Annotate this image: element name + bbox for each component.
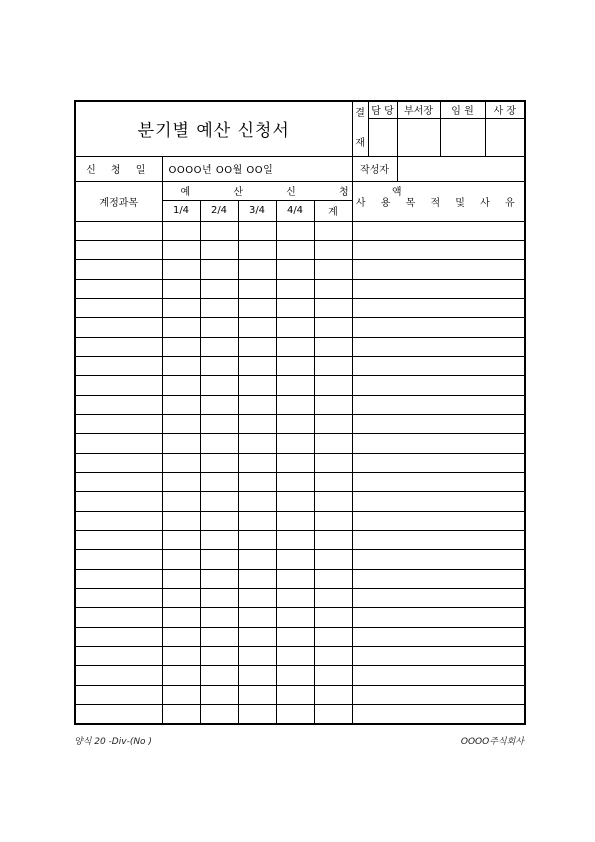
q2-cell[interactable] bbox=[200, 550, 238, 569]
account-cell[interactable] bbox=[75, 647, 162, 666]
q3-cell[interactable] bbox=[238, 705, 276, 724]
q3-cell[interactable] bbox=[238, 511, 276, 530]
q4-cell[interactable] bbox=[276, 337, 314, 356]
q3-cell[interactable] bbox=[238, 376, 276, 395]
q3-cell[interactable] bbox=[238, 434, 276, 453]
total-cell[interactable] bbox=[314, 298, 352, 317]
purpose-cell[interactable] bbox=[352, 472, 525, 491]
q2-cell[interactable] bbox=[200, 221, 238, 240]
q4-cell[interactable] bbox=[276, 492, 314, 511]
purpose-cell[interactable] bbox=[352, 279, 525, 298]
purpose-cell[interactable] bbox=[352, 627, 525, 646]
account-cell[interactable] bbox=[75, 705, 162, 724]
q1-cell[interactable] bbox=[162, 395, 200, 414]
q4-cell[interactable] bbox=[276, 240, 314, 259]
table-row bbox=[75, 318, 525, 337]
q4-cell[interactable] bbox=[276, 627, 314, 646]
q1-cell[interactable] bbox=[162, 434, 200, 453]
q1-cell[interactable] bbox=[162, 318, 200, 337]
approval-col-staff: 담 당 bbox=[368, 101, 397, 118]
approval-sign-dept-head[interactable] bbox=[397, 118, 440, 156]
q4-cell[interactable] bbox=[276, 356, 314, 375]
q3-cell[interactable] bbox=[238, 356, 276, 375]
purpose-cell[interactable] bbox=[352, 395, 525, 414]
author-value[interactable] bbox=[397, 156, 525, 181]
q4-cell[interactable] bbox=[276, 647, 314, 666]
table-row bbox=[75, 472, 525, 491]
q2-cell[interactable] bbox=[200, 705, 238, 724]
total-cell[interactable] bbox=[314, 589, 352, 608]
q3-cell[interactable] bbox=[238, 492, 276, 511]
purpose-cell[interactable] bbox=[352, 318, 525, 337]
account-cell[interactable] bbox=[75, 492, 162, 511]
table-row bbox=[75, 647, 525, 666]
company-name: OOOO주식회사 bbox=[460, 737, 524, 747]
account-cell[interactable] bbox=[75, 666, 162, 685]
q2-cell[interactable] bbox=[200, 608, 238, 627]
q1-cell[interactable] bbox=[162, 608, 200, 627]
table-row bbox=[75, 550, 525, 569]
form-number: 양식 20 -Div-(No ) bbox=[74, 737, 152, 747]
q2-cell[interactable] bbox=[200, 472, 238, 491]
q2-cell[interactable] bbox=[200, 298, 238, 317]
table-row bbox=[75, 260, 525, 279]
q2-cell[interactable] bbox=[200, 240, 238, 259]
q1-cell[interactable] bbox=[162, 666, 200, 685]
purpose-cell[interactable] bbox=[352, 337, 525, 356]
approval-sign-staff[interactable] bbox=[368, 118, 397, 156]
table-row bbox=[75, 414, 525, 433]
table-row bbox=[75, 627, 525, 646]
q1-cell[interactable] bbox=[162, 337, 200, 356]
total-cell[interactable] bbox=[314, 531, 352, 550]
table-row bbox=[75, 221, 525, 240]
q2-cell[interactable] bbox=[200, 531, 238, 550]
q3-cell[interactable] bbox=[238, 531, 276, 550]
q4-cell[interactable] bbox=[276, 298, 314, 317]
approval-sign-executive[interactable] bbox=[440, 118, 485, 156]
q3-cell[interactable] bbox=[238, 414, 276, 433]
total-cell[interactable] bbox=[314, 685, 352, 704]
purpose-cell[interactable] bbox=[352, 550, 525, 569]
q3-cell[interactable] bbox=[238, 395, 276, 414]
q1-cell[interactable] bbox=[162, 279, 200, 298]
q3-cell[interactable] bbox=[238, 298, 276, 317]
q2-cell[interactable] bbox=[200, 395, 238, 414]
purpose-cell[interactable] bbox=[352, 608, 525, 627]
total-cell[interactable] bbox=[314, 666, 352, 685]
total-cell[interactable] bbox=[314, 240, 352, 259]
total-cell[interactable] bbox=[314, 318, 352, 337]
table-row bbox=[75, 666, 525, 685]
total-cell[interactable] bbox=[314, 627, 352, 646]
purpose-cell[interactable] bbox=[352, 685, 525, 704]
purpose-cell[interactable] bbox=[352, 569, 525, 588]
approval-sign-president[interactable] bbox=[485, 118, 525, 156]
account-cell[interactable] bbox=[75, 337, 162, 356]
q2-cell[interactable] bbox=[200, 685, 238, 704]
total-cell[interactable] bbox=[314, 472, 352, 491]
table-row bbox=[75, 298, 525, 317]
q4-cell[interactable] bbox=[276, 589, 314, 608]
q3-cell[interactable] bbox=[238, 550, 276, 569]
total-cell[interactable] bbox=[314, 705, 352, 724]
q3-cell[interactable] bbox=[238, 608, 276, 627]
q1-cell[interactable] bbox=[162, 511, 200, 530]
purpose-cell[interactable] bbox=[352, 666, 525, 685]
q4-cell[interactable] bbox=[276, 318, 314, 337]
q4-cell[interactable] bbox=[276, 414, 314, 433]
account-cell[interactable] bbox=[75, 221, 162, 240]
account-cell[interactable] bbox=[75, 589, 162, 608]
q1-cell[interactable] bbox=[162, 705, 200, 724]
total-cell[interactable] bbox=[314, 260, 352, 279]
total-cell[interactable] bbox=[314, 608, 352, 627]
q4-cell[interactable] bbox=[276, 434, 314, 453]
account-cell[interactable] bbox=[75, 298, 162, 317]
q4-cell[interactable] bbox=[276, 376, 314, 395]
table-row bbox=[75, 608, 525, 627]
account-cell[interactable] bbox=[75, 608, 162, 627]
q1-cell[interactable] bbox=[162, 376, 200, 395]
q2-cell[interactable] bbox=[200, 647, 238, 666]
approval-label bbox=[352, 101, 368, 156]
purpose-cell[interactable] bbox=[352, 531, 525, 550]
total-cell[interactable] bbox=[314, 569, 352, 588]
q4-cell[interactable] bbox=[276, 511, 314, 530]
account-cell[interactable] bbox=[75, 376, 162, 395]
purpose-cell[interactable] bbox=[352, 453, 525, 472]
quarter-1-header: 1/4 bbox=[162, 200, 200, 221]
account-cell[interactable] bbox=[75, 472, 162, 491]
total-cell[interactable] bbox=[314, 337, 352, 356]
purpose-cell[interactable] bbox=[352, 356, 525, 375]
q1-cell[interactable] bbox=[162, 589, 200, 608]
account-cell[interactable] bbox=[75, 356, 162, 375]
approval-label-top: 결 bbox=[355, 107, 365, 119]
approval-col-dept-head: 부서장 bbox=[397, 101, 440, 118]
application-date-label: 신 청 일 bbox=[75, 156, 162, 181]
q3-cell[interactable] bbox=[238, 337, 276, 356]
account-cell[interactable] bbox=[75, 414, 162, 433]
q2-cell[interactable] bbox=[200, 260, 238, 279]
total-cell[interactable] bbox=[314, 356, 352, 375]
table-row bbox=[75, 685, 525, 704]
q4-cell[interactable] bbox=[276, 221, 314, 240]
account-cell[interactable] bbox=[75, 260, 162, 279]
account-cell[interactable] bbox=[75, 531, 162, 550]
total-cell[interactable] bbox=[314, 492, 352, 511]
q1-cell[interactable] bbox=[162, 569, 200, 588]
q2-cell[interactable] bbox=[200, 318, 238, 337]
table-row bbox=[75, 240, 525, 259]
table-row bbox=[75, 376, 525, 395]
q3-cell[interactable] bbox=[238, 627, 276, 646]
table-row bbox=[75, 589, 525, 608]
table-row bbox=[75, 356, 525, 375]
q4-cell[interactable] bbox=[276, 705, 314, 724]
total-header: 계 bbox=[314, 200, 352, 221]
q3-cell[interactable] bbox=[238, 453, 276, 472]
q1-cell[interactable] bbox=[162, 240, 200, 259]
purpose-cell[interactable] bbox=[352, 511, 525, 530]
q2-cell[interactable] bbox=[200, 569, 238, 588]
q1-cell[interactable] bbox=[162, 647, 200, 666]
author-label: 작성자 bbox=[352, 156, 397, 181]
total-cell[interactable] bbox=[314, 511, 352, 530]
table-row bbox=[75, 279, 525, 298]
q4-cell[interactable] bbox=[276, 453, 314, 472]
q1-cell[interactable] bbox=[162, 685, 200, 704]
purpose-cell[interactable] bbox=[352, 492, 525, 511]
q2-cell[interactable] bbox=[200, 453, 238, 472]
purpose-cell[interactable] bbox=[352, 260, 525, 279]
q3-cell[interactable] bbox=[238, 279, 276, 298]
q1-cell[interactable] bbox=[162, 492, 200, 511]
q1-cell[interactable] bbox=[162, 356, 200, 375]
total-cell[interactable] bbox=[314, 221, 352, 240]
q1-cell[interactable] bbox=[162, 531, 200, 550]
q4-cell[interactable] bbox=[276, 279, 314, 298]
approval-label-bottom: 재 bbox=[355, 137, 365, 149]
table-row bbox=[75, 531, 525, 550]
q3-cell[interactable] bbox=[238, 685, 276, 704]
purpose-cell[interactable] bbox=[352, 589, 525, 608]
total-cell[interactable] bbox=[314, 434, 352, 453]
table-row bbox=[75, 492, 525, 511]
purpose-cell[interactable] bbox=[352, 298, 525, 317]
total-cell[interactable] bbox=[314, 376, 352, 395]
form-table bbox=[74, 100, 526, 725]
q2-cell[interactable] bbox=[200, 589, 238, 608]
q1-cell[interactable] bbox=[162, 472, 200, 491]
q2-cell[interactable] bbox=[200, 511, 238, 530]
q3-cell[interactable] bbox=[238, 472, 276, 491]
total-cell[interactable] bbox=[314, 647, 352, 666]
table-row bbox=[75, 569, 525, 588]
q2-cell[interactable] bbox=[200, 414, 238, 433]
approval-col-executive: 임 원 bbox=[440, 101, 485, 118]
q3-cell[interactable] bbox=[238, 647, 276, 666]
account-cell[interactable] bbox=[75, 395, 162, 414]
account-header: 계정과목 bbox=[75, 181, 162, 221]
total-cell[interactable] bbox=[314, 550, 352, 569]
purpose-cell[interactable] bbox=[352, 240, 525, 259]
account-cell[interactable] bbox=[75, 453, 162, 472]
q4-cell[interactable] bbox=[276, 531, 314, 550]
purpose-cell[interactable] bbox=[352, 647, 525, 666]
q4-cell[interactable] bbox=[276, 395, 314, 414]
total-cell[interactable] bbox=[314, 453, 352, 472]
q4-cell[interactable] bbox=[276, 260, 314, 279]
total-cell[interactable] bbox=[314, 279, 352, 298]
purpose-cell[interactable] bbox=[352, 705, 525, 724]
q4-cell[interactable] bbox=[276, 608, 314, 627]
budget-request-form bbox=[74, 100, 524, 725]
account-cell[interactable] bbox=[75, 279, 162, 298]
q2-cell[interactable] bbox=[200, 627, 238, 646]
account-cell[interactable] bbox=[75, 685, 162, 704]
q1-cell[interactable] bbox=[162, 298, 200, 317]
q2-cell[interactable] bbox=[200, 434, 238, 453]
account-cell[interactable] bbox=[75, 511, 162, 530]
approval-col-president: 사 장 bbox=[485, 101, 525, 118]
table-row bbox=[75, 453, 525, 472]
q2-cell[interactable] bbox=[200, 376, 238, 395]
budget-header: 예 산 신 청 액 bbox=[162, 181, 352, 200]
q4-cell[interactable] bbox=[276, 472, 314, 491]
account-cell[interactable] bbox=[75, 434, 162, 453]
purpose-cell[interactable] bbox=[352, 414, 525, 433]
q2-cell[interactable] bbox=[200, 356, 238, 375]
q2-cell[interactable] bbox=[200, 666, 238, 685]
q2-cell[interactable] bbox=[200, 279, 238, 298]
q3-cell[interactable] bbox=[238, 240, 276, 259]
q2-cell[interactable] bbox=[200, 492, 238, 511]
q1-cell[interactable] bbox=[162, 221, 200, 240]
q3-cell[interactable] bbox=[238, 569, 276, 588]
q4-cell[interactable] bbox=[276, 666, 314, 685]
q3-cell[interactable] bbox=[238, 260, 276, 279]
q1-cell[interactable] bbox=[162, 260, 200, 279]
total-cell[interactable] bbox=[314, 414, 352, 433]
q3-cell[interactable] bbox=[238, 318, 276, 337]
purpose-cell[interactable] bbox=[352, 376, 525, 395]
table-row bbox=[75, 337, 525, 356]
account-cell[interactable] bbox=[75, 627, 162, 646]
q3-cell[interactable] bbox=[238, 221, 276, 240]
q3-cell[interactable] bbox=[238, 589, 276, 608]
account-cell[interactable] bbox=[75, 318, 162, 337]
table-row bbox=[75, 434, 525, 453]
q4-cell[interactable] bbox=[276, 550, 314, 569]
q4-cell[interactable] bbox=[276, 569, 314, 588]
purpose-header: 사 용 목 적 및 사 유 bbox=[352, 181, 525, 221]
q1-cell[interactable] bbox=[162, 414, 200, 433]
account-cell[interactable] bbox=[75, 240, 162, 259]
quarter-3-header: 3/4 bbox=[238, 200, 276, 221]
q3-cell[interactable] bbox=[238, 666, 276, 685]
table-row bbox=[75, 705, 525, 724]
form-title: 분기별 예산 신청서 bbox=[75, 101, 352, 156]
total-cell[interactable] bbox=[314, 395, 352, 414]
account-cell[interactable] bbox=[75, 550, 162, 569]
quarter-2-header: 2/4 bbox=[200, 200, 238, 221]
table-row bbox=[75, 395, 525, 414]
q2-cell[interactable] bbox=[200, 337, 238, 356]
purpose-cell[interactable] bbox=[352, 434, 525, 453]
q4-cell[interactable] bbox=[276, 685, 314, 704]
q1-cell[interactable] bbox=[162, 453, 200, 472]
application-date-value[interactable]: OOOO년 OO월 OO일 bbox=[162, 156, 352, 181]
account-cell[interactable] bbox=[75, 569, 162, 588]
table-row bbox=[75, 511, 525, 530]
q1-cell[interactable] bbox=[162, 627, 200, 646]
q1-cell[interactable] bbox=[162, 550, 200, 569]
quarter-4-header: 4/4 bbox=[276, 200, 314, 221]
purpose-cell[interactable] bbox=[352, 221, 525, 240]
